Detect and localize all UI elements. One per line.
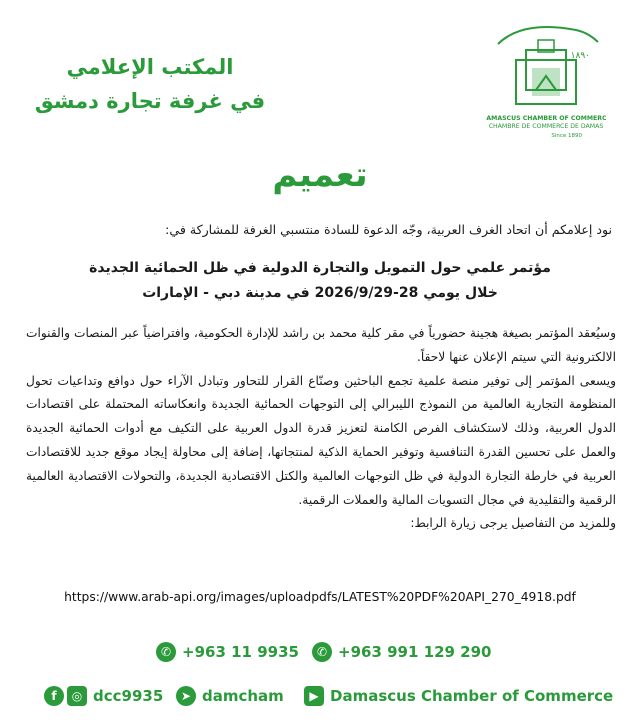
youtube-link[interactable]: [304, 686, 613, 706]
phone-1[interactable]: [156, 642, 299, 662]
social-handle-text: dcc9935: [93, 687, 164, 705]
phone-2[interactable]: [312, 642, 491, 662]
body-paragraph-1: وسيُعقد المؤتمر بصيغة هجينة حضورياً في مقر كلية محمد بن راشد للإدارة الحكومية، وافتراضياً عبر المنصات والقنوات الالكترونية التي سيتم الإعلان عنها لاحقاً.: [26, 326, 616, 364]
logo-en-line1: DAMASCUS CHAMBER OF COMMERCE: [486, 115, 606, 122]
phone-2-number: +963 991 129 290: [338, 643, 492, 661]
whatsapp-icon: ✆: [156, 642, 176, 662]
instagram-icon: ◎: [67, 686, 87, 706]
body-paragraph-3: وللمزيد من التفاصيل يرجى زيارة الرابط:: [410, 516, 616, 531]
chamber-logo: [486, 20, 606, 158]
youtube-icon: ▶: [304, 686, 324, 706]
logo-year: ١٨٩٠: [570, 51, 590, 61]
phone-1-number: +963 11 9935: [182, 643, 299, 661]
media-office-heading: [20, 50, 280, 118]
body-text: [26, 322, 616, 536]
logo-since: Since 1890: [551, 133, 582, 139]
conference-dates: خلال يومي 28-2026/9/29 في مدينة دبي - الإمارات: [142, 285, 498, 301]
intro-text: نود إعلامكم أن اتحاد الغرف العربية، وجّه الدعوة للسادة منتسبي الغرفة للمشاركة في:: [165, 222, 612, 237]
telegram-icon: ➤: [176, 686, 196, 706]
conference-title: مؤتمر علمي حول التمويل والتجارة الدولية في ظل الحمائية الجديدة: [89, 260, 551, 276]
telegram-link[interactable]: [176, 686, 284, 706]
facebook-icon: f: [44, 686, 64, 706]
office-line2: في غرفة تجارة دمشق: [34, 89, 266, 113]
body-paragraph-2: ويسعى المؤتمر إلى توفير منصة علمية تجمع الباحثين وصنّاع القرار للتحاور وتبادل الآراء حول دوافع وتداعيات تحول المنظومة التجارية العالمية من النموذج الليبرالي إلى التوجهات الحمائية الجديدة وانعكاساته المحتملة على اقتصادات الدول العربية، وذلك لاستكشاف الفرص الكامنة لتعزيز قدرة الدول العربية على التكيف مع أدوات الحمائية الجديدة والعمل على تحسين القدرة التنافسية وتوفير الحماية الذكية لمنتجاتها، إضافة إلى محاولة إيجاد موقع جديد للاقتصادات العربية في خارطة التجارة الدولية في ظل التوجهات العالمية والكتل الاقتصادية الجديدة، والتحولات الاقتصادية العالمية الرقمية والتقليدية في مجال التسويات المالية والعملات الرقمية.: [26, 373, 616, 507]
office-line1: المكتب الإعلامي: [66, 55, 234, 79]
youtube-text: Damascus Chamber of Commerce: [330, 687, 614, 705]
whatsapp-icon: ✆: [312, 642, 332, 662]
details-link[interactable]: https://www.arab-api.org/images/uploadpdfs/LATEST%20PDF%20API_270_4918.pdf: [64, 590, 576, 604]
circular-title: تعميم: [272, 155, 368, 195]
social-handle[interactable]: [44, 686, 163, 706]
telegram-text: damcham: [202, 687, 284, 705]
logo-en-line2: CHAMBRE DE COMMERCE DE DAMAS: [488, 123, 604, 130]
